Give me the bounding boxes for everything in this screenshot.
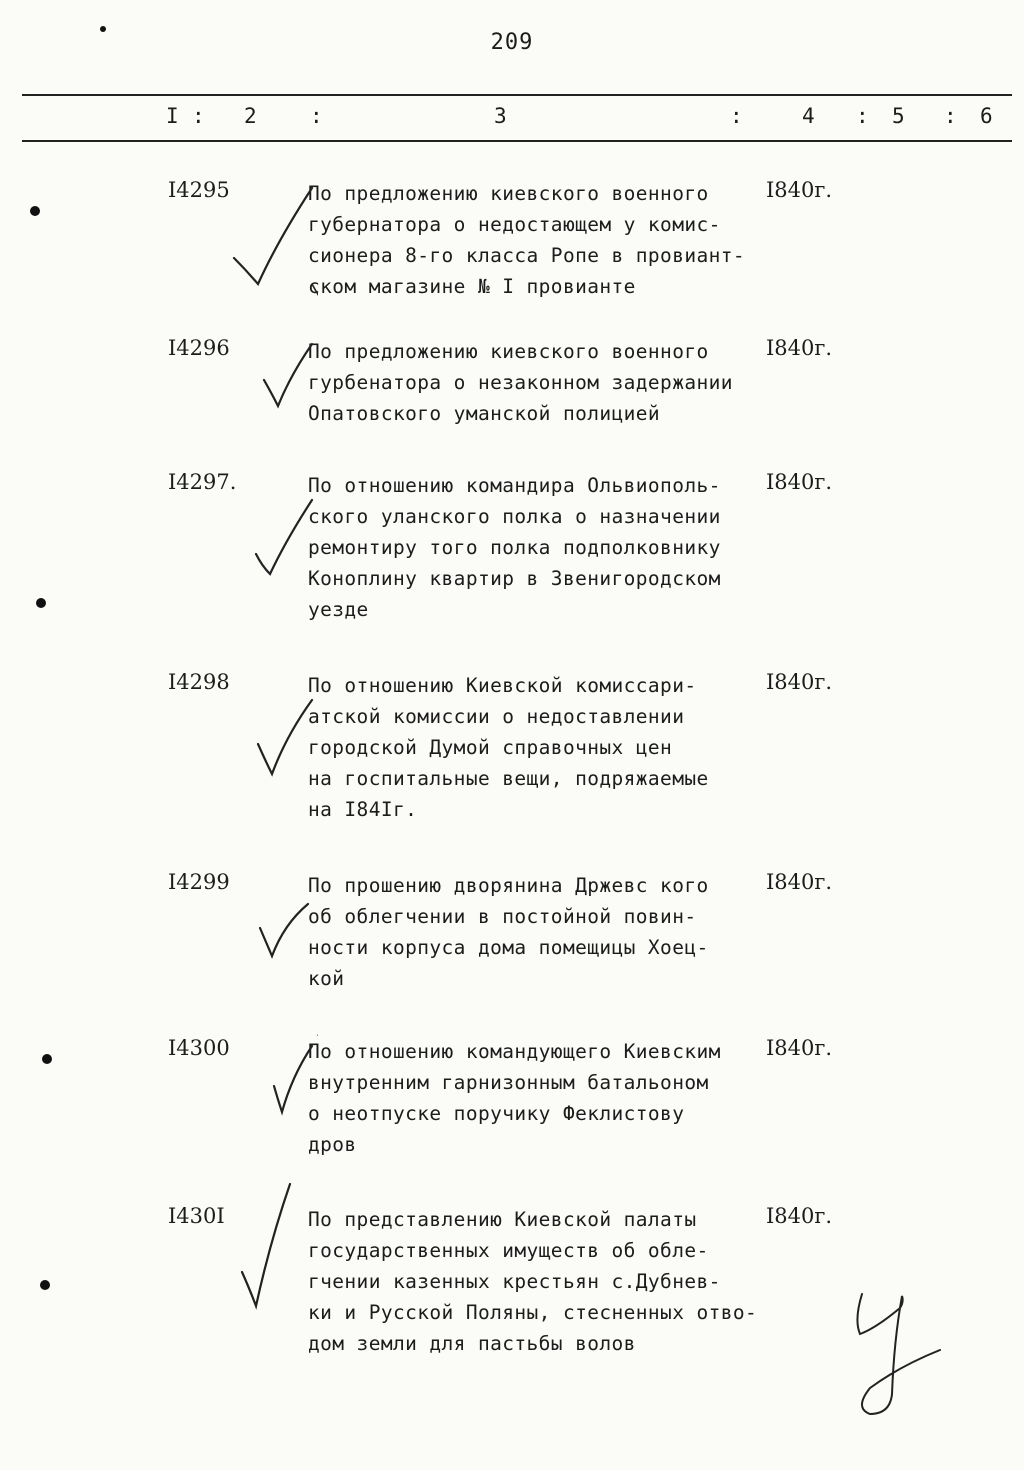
entry-description: По отношению командующего Киевским внутренним гарнизонным батальоном о неотпуске поручику Феклистову дров (308, 1040, 721, 1156)
column-separator: : (730, 104, 743, 128)
entry-number: I4295 (168, 178, 230, 202)
column-5-header: 5 (892, 104, 905, 128)
entry-number: I430I (168, 1204, 225, 1228)
column-3-header: 3 (494, 104, 507, 128)
entry-year: I840г. (766, 336, 833, 360)
header-bottom-rule (22, 140, 1012, 142)
column-separator: : (192, 104, 205, 128)
entry-year: I840г. (766, 670, 833, 694)
entry-description: По отношению командира Ольвиополь- ского уланского полка о назначении ремонтиру того полка подполковнику Коноплину квартир в Звенигородском уезде (308, 474, 721, 621)
column-6-header: 6 (980, 104, 993, 128)
entry-description: По прошению дворянина Држевс кого об облегчении в постойной повин- ности корпуса дома помещицы Хоец- кой (308, 874, 709, 990)
entry-description: По предложению киевского военного гурбенатора о незаконном задержании Опатовского уманской полицией (308, 340, 733, 425)
entry-year: I840г. (766, 870, 833, 894)
checkmark-icon (228, 890, 318, 970)
punch-hole-mark (100, 26, 106, 32)
punch-hole-mark (42, 1054, 52, 1064)
column-1-header: I (166, 104, 179, 128)
punch-hole-mark (40, 1280, 50, 1290)
entry-number: I4300 (168, 1036, 230, 1060)
checkmark-icon (228, 336, 318, 426)
entry-number: I4297. (168, 470, 237, 494)
header-top-rule (22, 94, 1012, 96)
checkmark-icon (228, 690, 318, 790)
checkmark-icon (228, 1016, 318, 1126)
page-number: 209 (490, 30, 534, 55)
punch-hole-mark (30, 206, 40, 216)
handwritten-mark (840, 1290, 950, 1420)
column-separator: : (310, 104, 323, 128)
entry-description: По отношению Киевской комиссари- атской комиссии о недоставлении городской Думой справочных цен на госпитальные вещи, подряжаемые на I84Iг. (308, 674, 709, 821)
column-4-header: 4 (802, 104, 815, 128)
entry-description: По представлению Киевской палаты государственных имуществ об обле- гчении казенных крестьян с.Дубнев- ки и Русской Поляны, стесненных отво- дом земли для пастьбы волов (308, 1208, 758, 1355)
checkmark-icon (228, 180, 318, 310)
entry-year: I840г. (766, 178, 833, 202)
column-separator: : (944, 104, 957, 128)
entry-description: По предложению киевского военного губернатора о недостающем у комис- сионера 8-го класса Ропе в провиант- ском магазине № I провианте (308, 182, 746, 298)
punch-hole-mark (36, 598, 46, 608)
checkmark-icon (228, 1172, 318, 1322)
entry-year: I840г. (766, 1036, 833, 1060)
column-header-row (0, 104, 1024, 132)
column-2-header: 2 (244, 104, 257, 128)
checkmark-icon (228, 490, 318, 590)
entry-year: I840г. (766, 470, 833, 494)
entry-number: I4298 (168, 670, 230, 694)
entry-number: I4296 (168, 336, 230, 360)
entry-year: I840г. (766, 1204, 833, 1228)
entry-number: I4299 (168, 870, 230, 894)
column-separator: : (856, 104, 869, 128)
